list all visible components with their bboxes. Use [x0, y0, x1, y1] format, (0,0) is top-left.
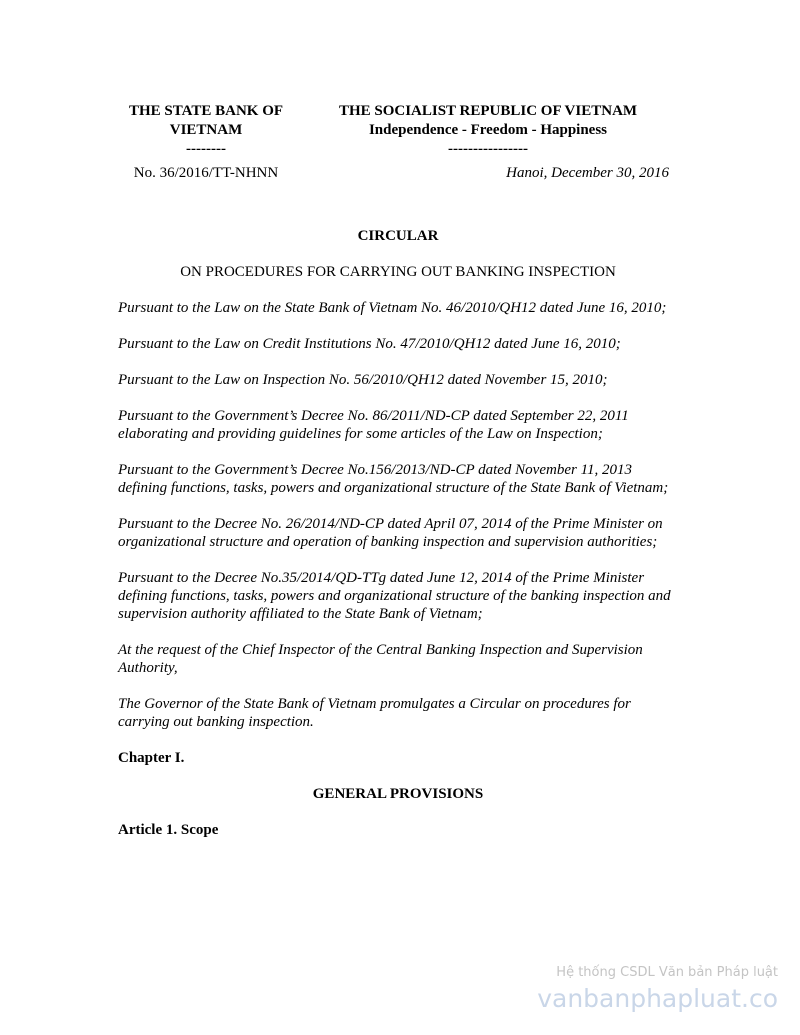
preamble-paragraph: Pursuant to the Law on the State Bank of Vietnam No. 46/2010/QH12 dated June 16, 2010;: [118, 300, 667, 316]
country-name: THE SOCIALIST REPUBLIC OF VIETNAM: [338, 103, 638, 119]
document-body: [118, 227, 678, 839]
preamble-paragraph: The Governor of the State Bank of Vietnam promulgates a Circular on procedures for carrying out banking inspection.: [118, 696, 631, 730]
national-motto: [318, 102, 658, 159]
document-type: CIRCULAR: [357, 228, 439, 244]
preamble-paragraph: Pursuant to the Decree No.35/2014/QD-TTg dated June 12, 2014 of the Prime Minister defining functions, tasks, powers and organizational structure of the banking inspection and supervision authority affiliated to the State Bank of Vietnam;: [118, 570, 671, 622]
watermark: [537, 964, 778, 1016]
chapter-label: Chapter I.: [118, 750, 185, 766]
document-subject: ON PROCEDURES FOR CARRYING OUT BANKING INSPECTION: [180, 264, 616, 280]
authority-rule: --------: [186, 141, 226, 157]
preamble-paragraph: Pursuant to the Law on Inspection No. 56/2010/QH12 dated November 15, 2010;: [118, 372, 608, 388]
motto-rule: ----------------: [448, 141, 528, 157]
issuing-authority: [108, 102, 304, 159]
watermark-domain: vanbanphapluat.co: [537, 984, 778, 1013]
preamble-paragraph: Pursuant to the Government’s Decree No.156/2013/ND-CP dated November 11, 2013 defining functions, tasks, powers and organizational structure of the State Bank of Vietnam;: [118, 462, 669, 496]
preamble-paragraph: Pursuant to the Law on Credit Institutions No. 47/2010/QH12 dated June 16, 2010;: [118, 336, 621, 352]
document-number: No. 36/2016/TT-NHNN: [133, 165, 279, 181]
chapter-title: GENERAL PROVISIONS: [312, 786, 484, 802]
motto: Independence - Freedom - Happiness: [368, 122, 608, 138]
authority-line-2: VIETNAM: [169, 122, 243, 138]
preamble-paragraph: Pursuant to the Decree No. 26/2014/ND-CP dated April 07, 2014 of the Prime Minister on organizational structure and operation of banking inspection and supervision authorities;: [118, 516, 663, 550]
authority-line-1: THE STATE BANK OF: [128, 103, 284, 119]
preamble-paragraph: Pursuant to the Government’s Decree No. 86/2011/ND-CP dated September 22, 2011 elaborating and providing guidelines for some articles of the Law on Inspection;: [118, 408, 629, 442]
watermark-caption: Hệ thống CSDL Văn bản Pháp luật: [556, 965, 778, 980]
article-heading: Article 1. Scope: [118, 822, 219, 838]
document-date: Hanoi, December 30, 2016: [506, 165, 669, 181]
preamble-paragraph: At the request of the Chief Inspector of the Central Banking Inspection and Supervision Authority,: [118, 642, 643, 676]
